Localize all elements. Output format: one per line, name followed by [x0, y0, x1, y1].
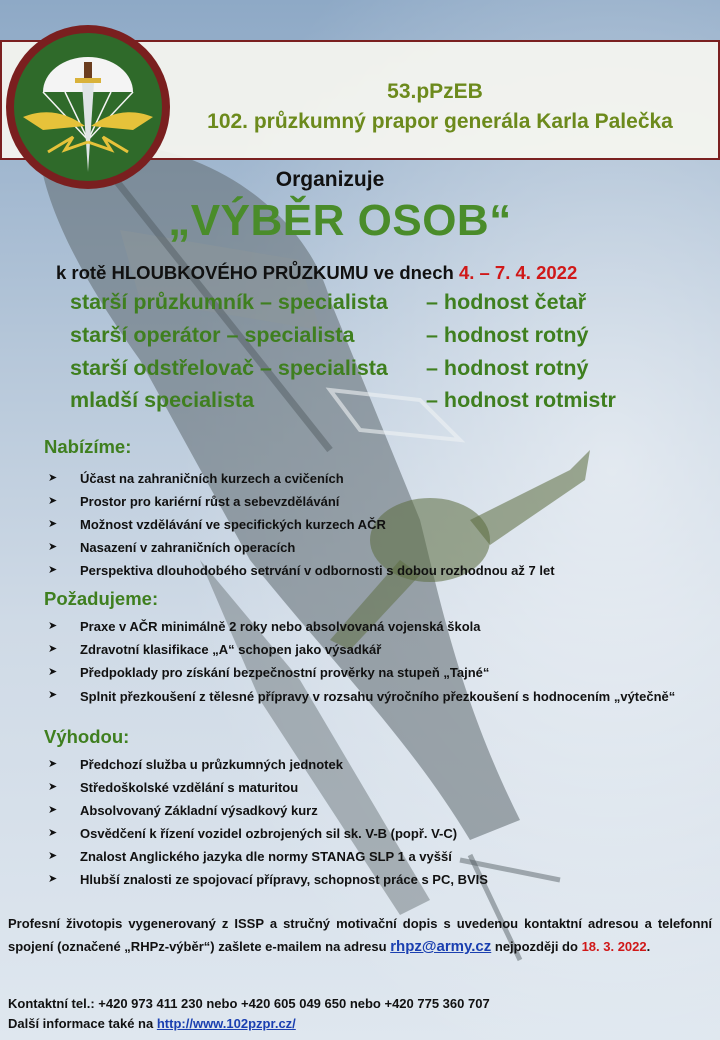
arrow-bullet-icon: ➤ [48, 666, 58, 678]
subtitle [56, 262, 577, 284]
arrow-bullet-icon: ➤ [48, 620, 58, 632]
section-heading-require: Požadujeme: [44, 588, 159, 609]
arrow-bullet-icon: ➤ [48, 518, 58, 530]
sentence-end: . [646, 939, 651, 954]
position-row [70, 290, 587, 315]
main-title: „VÝBĚR OSOB“ [168, 196, 512, 245]
email-link[interactable]: rhpz@army.cz [390, 938, 492, 955]
deadline-label: nejpozději do [494, 939, 578, 954]
arrow-bullet-icon: ➤ [48, 564, 58, 576]
position-rank: – hodnost rotný [426, 323, 589, 347]
application-instructions [8, 912, 712, 958]
more-info-label: Další informace také na [8, 1016, 154, 1031]
website-link[interactable]: http://www.102pzpr.cz/ [156, 1016, 296, 1031]
organizer-label: Organizuje [275, 168, 385, 191]
section-heading-offer: Nabízíme: [44, 436, 132, 457]
unit-full-name: 102. průzkumný prapor generála Karla Palečka [207, 110, 673, 133]
arrow-bullet-icon: ➤ [48, 495, 58, 507]
arrow-bullet-icon: ➤ [48, 781, 58, 793]
unit-emblem-logo [3, 22, 173, 192]
position-rank: – hodnost četař [426, 290, 587, 314]
arrow-bullet-icon: ➤ [48, 541, 58, 553]
unit-short-name: 53.pPzEB [387, 80, 483, 103]
arrow-bullet-icon: ➤ [48, 804, 58, 816]
position-role: mladší specialista [70, 388, 255, 412]
contact-phones: Kontaktní tel.: +420 973 411 230 nebo +420 605 049 650 nebo +420 775 360 707 [8, 996, 490, 1011]
position-rank: – hodnost rotmistr [426, 388, 616, 412]
arrow-bullet-icon: ➤ [48, 758, 58, 770]
position-role: starší operátor – specialista [70, 323, 355, 347]
position-row [70, 388, 616, 413]
arrow-bullet-icon: ➤ [48, 643, 58, 655]
application-text: Profesní životopis vygenerovaný z ISSP a stručný motivační dopis s uvedenou kontaktní adresou a telefonní spojení (označené „RHPz-výběr“) zašlete e-mailem na adresu [8, 916, 712, 954]
deadline-date: 18. 3. 2022 [581, 939, 647, 954]
position-role: starší odstřelovač – specialista [70, 356, 388, 380]
arrow-bullet-icon: ➤ [48, 689, 58, 701]
arrow-bullet-icon: ➤ [48, 873, 58, 885]
position-row [70, 356, 589, 381]
position-role: starší průzkumník – specialista [70, 290, 388, 314]
section-heading-advantage: Výhodou: [44, 726, 130, 747]
more-info [8, 1016, 296, 1031]
arrow-bullet-icon: ➤ [48, 850, 58, 862]
position-row [70, 323, 589, 348]
event-dates: 4. – 7. 4. 2022 [458, 262, 578, 283]
position-rank: – hodnost rotný [426, 356, 589, 380]
arrow-bullet-icon: ➤ [48, 472, 58, 484]
arrow-bullet-icon: ➤ [48, 827, 58, 839]
subtitle-text: k rotě HLOUBKOVÉHO PRŮZKUMU ve dnech [56, 262, 454, 283]
